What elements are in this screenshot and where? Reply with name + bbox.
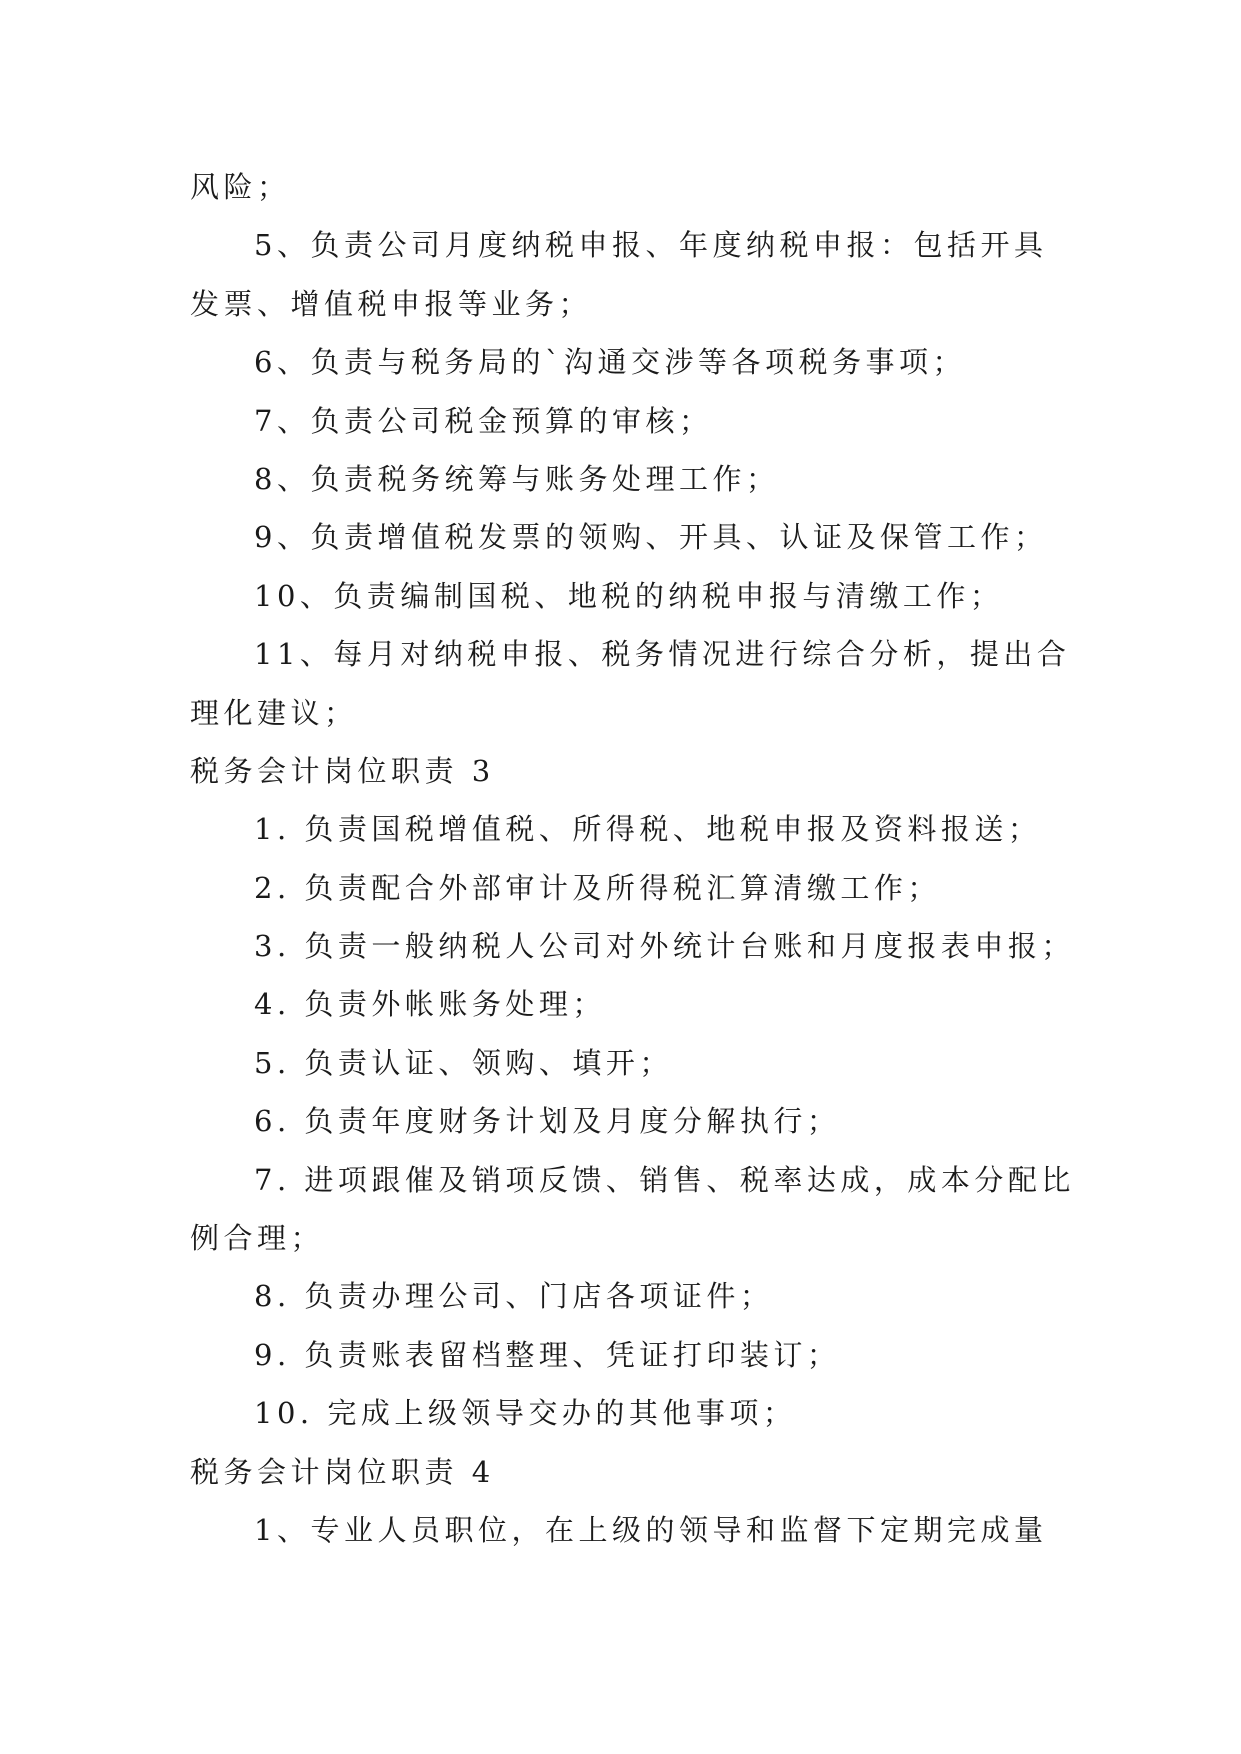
paragraph-line: 1. 负责国税增值税、所得税、地税申报及资料报送； bbox=[254, 812, 1042, 847]
document-body bbox=[190, 158, 1075, 1559]
paragraph-line: 10. 完成上级领导交办的其他事项； bbox=[254, 1396, 797, 1431]
text-line: 例合理； bbox=[190, 1221, 325, 1256]
text-line: 发票、增值税申报等业务； bbox=[190, 286, 593, 321]
paragraph-line: 3. 负责一般纳税人公司对外统计台账和月度报表申报； bbox=[254, 929, 1075, 964]
text-line: 税务会计岗位职责 3 bbox=[190, 753, 495, 788]
paragraph-line: 5、负责公司月度纳税申报、年度纳税申报：包括开具 bbox=[254, 228, 1048, 263]
paragraph-line: 5. 负责认证、领购、填开； bbox=[254, 1045, 673, 1080]
paragraph-line: 6. 负责年度财务计划及月度分解执行； bbox=[254, 1104, 841, 1139]
paragraph-line: 9、负责增值税发票的领购、开具、认证及保管工作； bbox=[254, 520, 1048, 555]
paragraph-line: 10、负责编制国税、地税的纳税申报与清缴工作； bbox=[254, 578, 1004, 613]
text-line: 税务会计岗位职责 4 bbox=[190, 1454, 495, 1489]
paragraph-line: 7、负责公司税金预算的审核； bbox=[254, 403, 713, 438]
paragraph-line: 7. 进项跟催及销项反馈、销售、税率达成，成本分配比 bbox=[254, 1162, 1075, 1197]
text-line: 理化建议； bbox=[190, 695, 358, 730]
paragraph-line: 6、负责与税务局的`沟通交涉等各项税务事项； bbox=[254, 345, 966, 380]
paragraph-line: 9. 负责账表留档整理、凭证打印装订； bbox=[254, 1337, 841, 1372]
paragraph-line: 4. 负责外帐账务处理； bbox=[254, 987, 606, 1022]
text-line: 风险； bbox=[190, 170, 291, 204]
paragraph-line: 8、负责税务统筹与账务处理工作； bbox=[254, 461, 780, 496]
paragraph-line: 11、每月对纳税申报、税务情况进行综合分析，提出合 bbox=[254, 637, 1071, 672]
paragraph-line: 2. 负责配合外部审计及所得税汇算清缴工作； bbox=[254, 870, 941, 905]
paragraph-line: 8. 负责办理公司、门店各项证件； bbox=[254, 1279, 774, 1314]
paragraph-line: 1、专业人员职位，在上级的领导和监督下定期完成量 bbox=[254, 1512, 1048, 1547]
